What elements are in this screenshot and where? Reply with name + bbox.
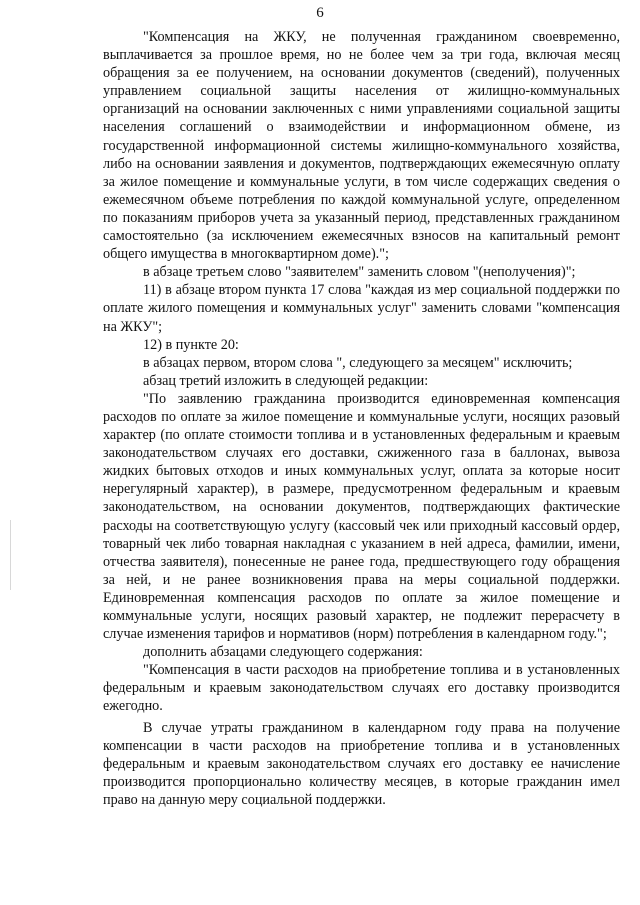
paragraph-one-time-compensation: "По заявлению гражданина производится единовременная компенсация расходов по оплате за жилое помещение и коммунальные услуги, носящих разовый характер (по оплате стоимости топлива и в установленных федеральным и краевым законодательством случаях его доставки, сжиженного газа в баллонах, вывоза жидких бытовых отходов и иных коммунальных услуг, оплата за которые носит нерегулярный характер), в размере, предусмотренном федеральным и краевым законодательством, на основании документов, подтверждающих фактические расходы на соответствующую услугу (кассовый чек или приходный кассовый ордер, товарный чек либо товарная накладная с указанием в ней адреса, фамилии, имени, отчества заявителя), понесенные не ранее года, предшествующего году обращения за ней, и не ранее возникновения права на меры социальной поддержки. Единовременная компенсация расходов по оплате за жилое помещение и коммунальные услуги, носящих разовый характер, не подлежит перерасчету в случае изменения тарифов и нормативов (норм) потребления в календарном году."; [103,390,620,643]
paragraph-item-12: 12) в пункте 20: [143,336,239,353]
page-number: 6 [316,5,324,21]
paragraph-first-second-abzac: в абзацах первом, втором слова ", следующего за месяцем" исключить; [143,354,573,371]
paragraph-third-abzac-replace: в абзаце третьем слово "заявителем" заменить словом "(неполучения)"; [143,264,576,281]
paragraph-third-abzac-new-edition: абзац третий изложить в следующей редакции: [143,372,429,389]
scan-edge-mark [10,520,11,590]
paragraph-item-11: 11) в абзаце втором пункта 17 слова "каждая из мер социальной поддержки по оплате жилого помещения и коммунальных услуг" заменить словами "компенсация на ЖКУ"; [103,282,620,335]
paragraph-add-abzacs: дополнить абзацами следующего содержания: [143,644,423,661]
paragraph-compensation-past-time: "Компенсация на ЖКУ, не полученная гражданином своевременно, выплачивается за прошлое время, но не более чем за три года, включая месяц обращения за ее получением, на основании документов (сведений), полученных управлением социальной защиты населения от жилищно-коммунальных организаций на основании заключенных с ними управлениями социальной защиты населения соглашений о взаимодействии и информационном обмене, из государственной информационной системы жилищно-коммунального хозяйства, либо на основании заявления и документов, подтверждающих ежемесячную оплату за жилое помещение и коммунальные услуги, в том числе содержащих сведения о ежемесячном объеме потребления по каждой коммунальной услуге, определенном по показаниям приборов учета за указанный период, представленных гражданином самостоятельно (за исключением ежемесячных взносов на капитальный ремонт общего имущества в многоквартирном доме)."; [103,29,620,263]
paragraph-loss-of-right: В случае утраты гражданином в календарном году права на получение компенсации в части расходов на приобретение топлива и в установленных федеральным и краевым законодательством случаях его доставку ее начисление производится пропорционально количеству месяцев, в которые гражданин имел право на данную меру социальной поддержки. [103,719,620,808]
paragraph-fuel-compensation-yearly: "Компенсация в части расходов на приобретение топлива и в установленных федеральным и краевым законодательством случаях его доставку производится ежегодно. [103,662,620,715]
document-body [103,28,620,809]
